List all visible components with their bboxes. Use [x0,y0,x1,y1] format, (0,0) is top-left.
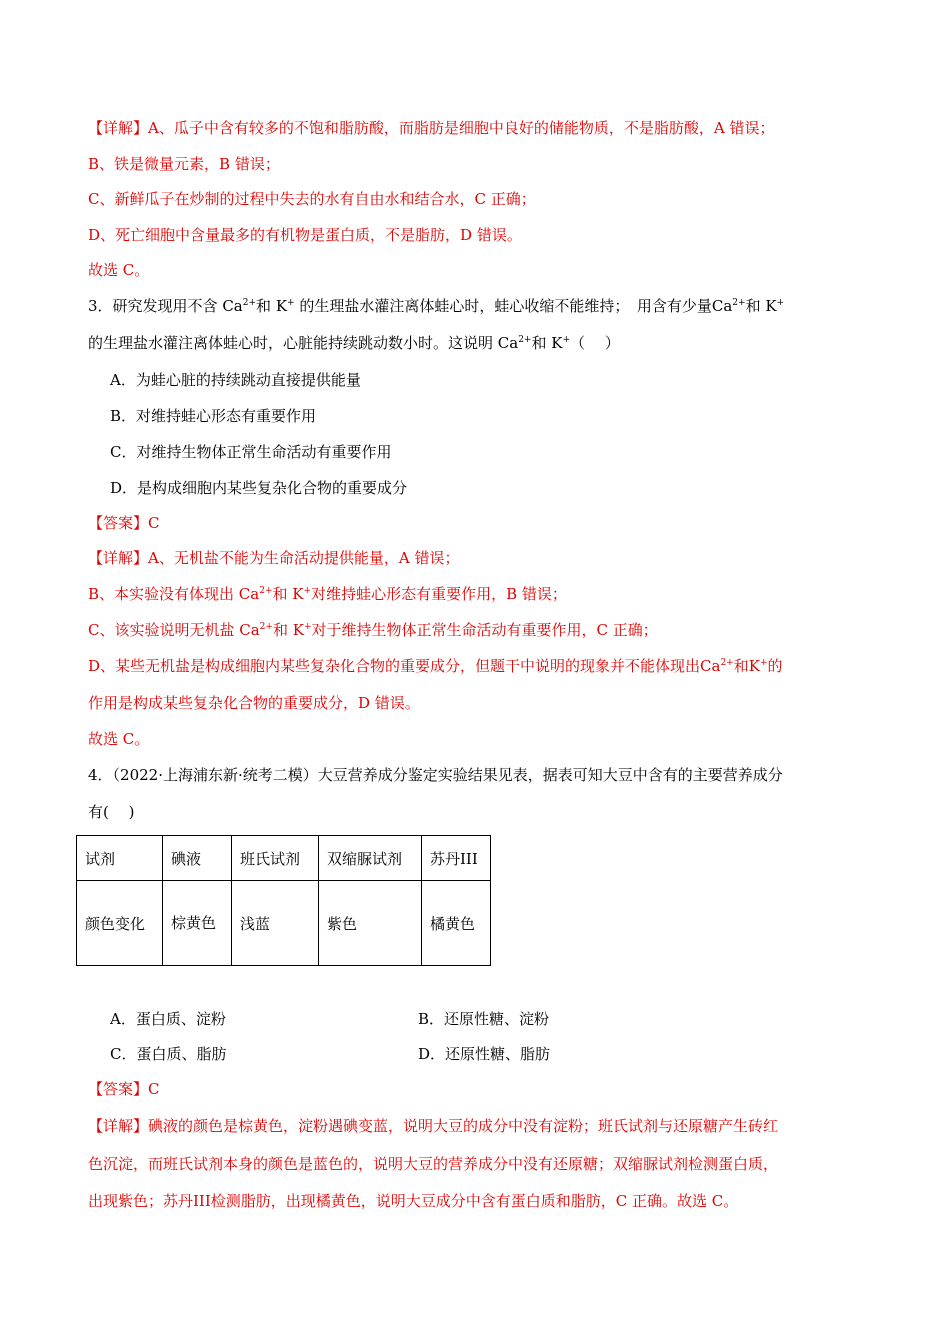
q4-stem-line1: 4．（2022·上海浦东新·统考二模）大豆营养成分鉴定实验结果见表，据表可知大豆中含有的主要营养成分 [88,766,783,784]
q3-analysis-d-line2: 作用是构成某些复杂化合物的重要成分，D 错误。 [88,694,420,712]
q4-analysis-line3: 出现紫色；苏丹III检测脂肪，出现橘黄色，说明大豆成分中含有蛋白质和脂肪，C 正确。故选 C。 [88,1192,739,1210]
q3-option-d: D．是构成细胞内某些复杂化合物的重要成分 [110,479,408,497]
q4-analysis-line1: 【详解】碘液的颜色是棕黄色，淀粉遇碘变蓝，说明大豆的成分中没有淀粉；班氏试剂与还原糖产生砖红 [88,1117,779,1135]
table-cell: 班氏试剂 [232,836,319,881]
q4-option-a: A．蛋白质、淀粉 [110,1010,226,1028]
q4-analysis-line2: 色沉淀，而班氏试剂本身的颜色是蓝色的，说明大豆的营养成分中没有还原糖；双缩脲试剂检测蛋白质， [88,1155,779,1173]
q3-stem-line2: 的生理盐水灌注离体蛙心时，心脏能持续跳动数小时。这说明 $Ca^{2+}$和 K+（ ） [88,334,620,352]
table-row-color-change [77,881,491,966]
q3-analysis-b: B、本实验没有体现出 $Ca^{2+}$和 K+对维持蛙心形态有重要作用，B 错误； [88,585,567,603]
q4-answer: 【答案】C [88,1080,160,1098]
q3-answer: 【答案】C [88,514,160,532]
q4-stem-line2: 有( ) [88,803,135,821]
q2-conclusion: 故选 C。 [88,261,150,279]
table-cell: 双缩脲试剂 [319,836,422,881]
reagent-result-table [76,835,491,966]
q3-option-a: A．为蛙心脏的持续跳动直接提供能量 [110,371,361,389]
table-cell: 橘黄色 [422,881,491,966]
table-cell: 棕黄色 [163,881,232,966]
table-cell: 紫色 [319,881,422,966]
table-cell: 苏丹III [422,836,491,881]
q3-analysis-c: C、该实验说明无机盐 $Ca^{2+}$和 K+对于维持生物体正常生命活动有重要作用，C 正确； [88,621,658,639]
q3-conclusion: 故选 C。 [88,730,150,748]
table-cell: 颜色变化 [77,881,163,966]
table-row-reagents [77,836,491,881]
table-cell: 碘液 [163,836,232,881]
q3-stem-line1: 3．研究发现用不含 $Ca^{2+}$和 K+ 的生理盐水灌注离体蛙心时，蛙心收缩不能维持； 用含有少量$Ca^{2+}$和 K+ [88,297,785,315]
q4-option-d: D．还原性糖、脂肪 [418,1045,551,1063]
q4-option-b: B．还原性糖、淀粉 [418,1010,550,1028]
q2-analysis-c: C、新鲜瓜子在炒制的过程中失去的水有自由水和结合水，C 正确； [88,190,536,208]
q2-analysis-a: 【详解】A、瓜子中含有较多的不饱和脂肪酸，而脂肪是细胞中良好的储能物质，不是脂肪酸，A 错误； [88,119,775,137]
q3-option-c: C．对维持生物体正常生命活动有重要作用 [110,443,392,461]
q2-analysis-b: B、铁是微量元素，B 错误； [88,155,280,173]
table-cell: 浅蓝 [232,881,319,966]
table-cell: 试剂 [77,836,163,881]
q4-option-c: C．蛋白质、脂肪 [110,1045,227,1063]
q3-analysis-a: 【详解】A、无机盐不能为生命活动提供能量，A 错误； [88,549,460,567]
q3-option-b: B．对维持蛙心形态有重要作用 [110,407,317,425]
q2-analysis-d: D、死亡细胞中含量最多的有机物是蛋白质，不是脂肪，D 错误。 [88,226,522,244]
q3-analysis-d-line1: D、某些无机盐是构成细胞内某些复杂化合物的重要成分，但题干中说明的现象并不能体现出$Ca^{2+}$和K+的 [88,657,783,675]
